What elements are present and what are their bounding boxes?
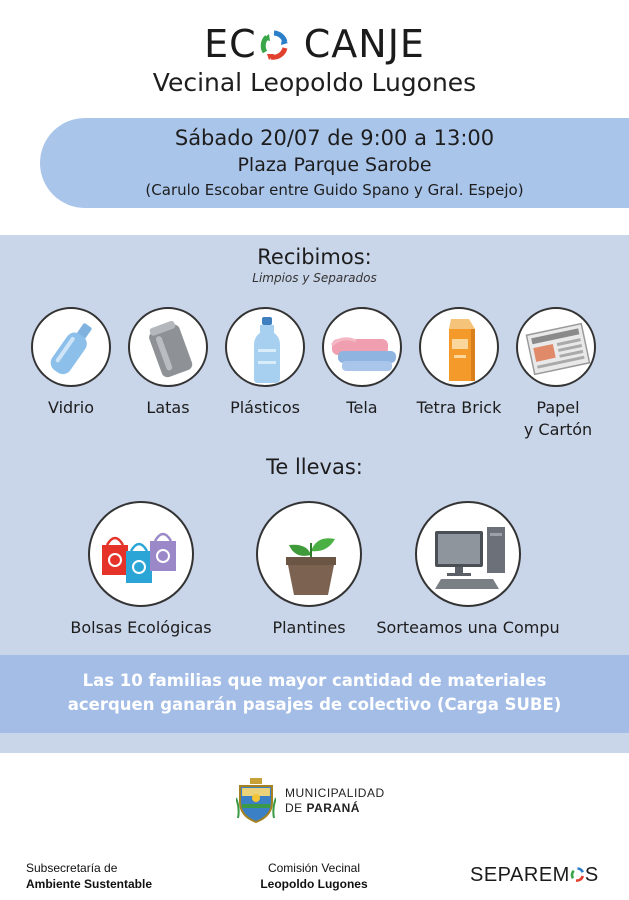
muni-line-1: MUNICIPALIDAD — [285, 786, 385, 800]
footer-center-line-2: Leopoldo Lugones — [260, 877, 368, 891]
receive-label-carton: y Cartón — [523, 420, 593, 439]
receive-subtitle: Limpios y Separados — [252, 271, 377, 285]
event-banner — [40, 118, 629, 208]
computer-icon — [415, 501, 521, 607]
receive-label-papel-carton — [508, 397, 608, 441]
take-label-bolsas: Bolsas Ecológicas — [70, 618, 212, 637]
take-title: Te llevas: — [266, 455, 363, 479]
logo-text-eco: EC — [204, 22, 257, 66]
separemos-text: SEPAREM — [470, 864, 570, 886]
plastic-bottle-icon — [225, 307, 305, 387]
page-subtitle: Vecinal Leopoldo Lugones — [152, 68, 477, 97]
can-icon — [128, 307, 208, 387]
footer-left-line-2: Ambiente Sustentable — [26, 877, 153, 891]
prize-line-2: acerquen ganarán pasajes de colectivo (Carga SUBE) — [67, 695, 562, 714]
eco-canje-logo — [0, 22, 629, 66]
event-place: Plaza Parque Sarobe — [237, 154, 432, 176]
footer-subsecretaria — [26, 860, 152, 892]
header — [0, 0, 629, 110]
prize-banner — [0, 655, 629, 733]
receive-label-latas: Latas — [146, 398, 190, 417]
separemos-logo — [470, 864, 599, 887]
eco-bags-icon — [88, 501, 194, 607]
recycle-o-icon — [259, 30, 289, 60]
separemos-recycle-icon — [570, 867, 585, 882]
take-label-plantines: Plantines — [272, 618, 346, 637]
plant-pot-icon — [256, 501, 362, 607]
separemos-text-end: S — [584, 864, 599, 886]
municipality-text — [285, 786, 385, 816]
take-label-compu: Sorteamos una Compu — [376, 618, 560, 637]
receive-label-tetra-brick: Tetra Brick — [416, 398, 502, 417]
muni-line-2 — [285, 801, 385, 816]
muni-city: PARANÁ — [306, 801, 360, 815]
muni-prefix: DE — [285, 801, 303, 815]
glass-bottle-icon — [31, 307, 111, 387]
logo-text-canje: CANJE — [303, 22, 425, 66]
receive-label-papel: Papel — [536, 398, 580, 417]
event-address: (Carulo Escobar entre Guido Spano y Gral. Espejo) — [145, 181, 524, 199]
event-date-time: Sábado 20/07 de 9:00 a 13:00 — [174, 126, 495, 150]
receive-label-tela: Tela — [346, 398, 378, 417]
carton-icon — [419, 307, 499, 387]
fabric-icon — [322, 307, 402, 387]
prize-text — [0, 669, 629, 717]
parana-coat-of-arms-icon — [236, 778, 276, 824]
footer-left-line-1: Subsecretaría de — [26, 861, 118, 875]
receive-title: Recibimos: — [257, 245, 372, 269]
receive-label-plasticos: Plásticos — [230, 398, 300, 417]
receive-label-vidrio: Vidrio — [47, 398, 94, 417]
footer-center-line-1: Comisión Vecinal — [267, 861, 361, 875]
info-panel — [0, 235, 629, 753]
footer-comision — [226, 860, 402, 892]
prize-line-1: Las 10 familias que mayor cantidad de materiales — [82, 671, 547, 690]
newspaper-icon — [516, 307, 596, 387]
